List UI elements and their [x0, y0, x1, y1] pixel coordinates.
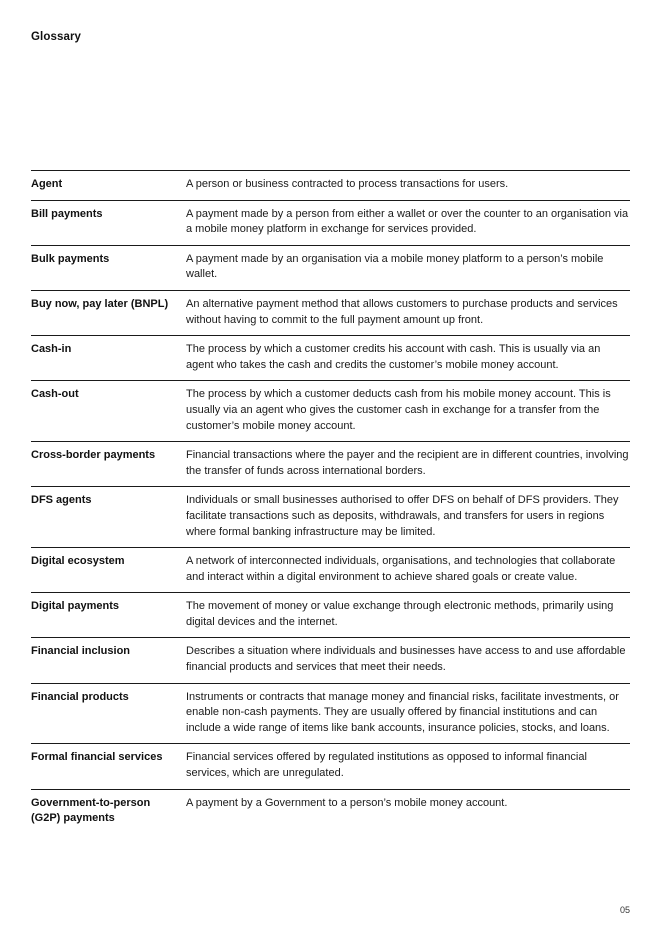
page-title: Glossary: [31, 31, 82, 43]
glossary-term: Government-to-person (G2P) payments: [31, 796, 151, 825]
glossary-row-bnpl: [31, 291, 630, 336]
glossary-row-digital-ecosystem: [31, 548, 630, 593]
glossary-row-financial-products: [31, 684, 630, 745]
glossary-term: Buy now, pay later (BNPL): [31, 297, 169, 310]
glossary-term: Bulk payments: [31, 252, 110, 265]
glossary-row-bulk-payments: [31, 246, 630, 291]
glossary-definition: Financial services offered by regulated institutions as opposed to informal financial services, which are unregulated.: [186, 751, 587, 780]
glossary-term: Digital payments: [31, 600, 120, 613]
glossary-definition: A payment made by an organisation via a mobile money platform to a person’s mobile wallet.: [186, 252, 604, 281]
glossary-row-dfs-agents: [31, 487, 630, 548]
glossary-definition: A payment by a Government to a person’s mobile money account.: [186, 796, 508, 809]
glossary-table: [31, 170, 630, 834]
glossary-definition: The movement of money or value exchange through electronic methods, primarily using digital devices and the internet.: [186, 600, 614, 628]
glossary-definition: The process by which a customer credits his account with cash. This is usually via an agent who takes the cash and credits the customer’s mobile money account.: [186, 343, 601, 371]
glossary-row-formal-financial-services: [31, 744, 630, 789]
glossary-term: Cash-out: [31, 388, 79, 401]
glossary-term: Cross-border payments: [31, 449, 156, 462]
glossary-term: Cash-in: [31, 343, 72, 356]
glossary-term: Bill payments: [31, 207, 103, 220]
glossary-definition: A person or business contracted to process transactions for users.: [186, 178, 509, 190]
glossary-definition: A payment made by a person from either a wallet or over the counter to an organisation via a mobile money platform in exchange for services provided.: [186, 207, 629, 236]
page-number: 05: [619, 905, 630, 915]
glossary-definition: An alternative payment method that allows customers to purchase products and services without having to commit to the full payment amount up front.: [186, 297, 618, 326]
glossary-definition: The process by which a customer deducts cash from his mobile money account. This is usually via an agent who gives the customer cash in exchange for a transfer from the customer’s mobile money account.: [186, 388, 611, 432]
glossary-term: Agent: [31, 178, 63, 190]
glossary-row-cash-in: [31, 336, 630, 381]
glossary-term: Digital ecosystem: [31, 555, 125, 568]
glossary-definition: Individuals or small businesses authorised to offer DFS on behalf of DFS providers. They facilitate transactions such as deposits, withdrawals, and transfers for users in regions where formal banking infrastructure may be limited.: [186, 494, 619, 538]
glossary-term: DFS agents: [31, 494, 92, 507]
glossary-definition: Financial transactions where the payer and the recipient are in different countries, involving the transfer of funds across international borders.: [186, 449, 629, 477]
glossary-row-agent: [31, 171, 630, 201]
glossary-row-g2p-payments: [31, 790, 630, 834]
glossary-row-financial-inclusion: [31, 638, 630, 683]
glossary-term: Formal financial services: [31, 751, 163, 764]
glossary-definition: Describes a situation where individuals and businesses have access to and use affordable financial products and services that meet their needs.: [186, 645, 626, 674]
glossary-definition: A network of interconnected individuals, organisations, and technologies that collaborate and interact within a digital environment to achieve shared goals or create value.: [186, 555, 616, 583]
glossary-row-bill-payments: [31, 201, 630, 246]
glossary-row-cash-out: [31, 381, 630, 442]
glossary-row-digital-payments: [31, 593, 630, 638]
glossary-term: Financial inclusion: [31, 645, 131, 658]
glossary-row-cross-border-payments: [31, 442, 630, 487]
glossary-term: Financial products: [31, 690, 129, 703]
glossary-definition: Instruments or contracts that manage money and financial risks, facilitate investments, or enable non-cash payments. They are usually offered by financial institutions and can include a wide range of items like bank accounts, insurance policies, stocks, and loans.: [186, 690, 619, 734]
